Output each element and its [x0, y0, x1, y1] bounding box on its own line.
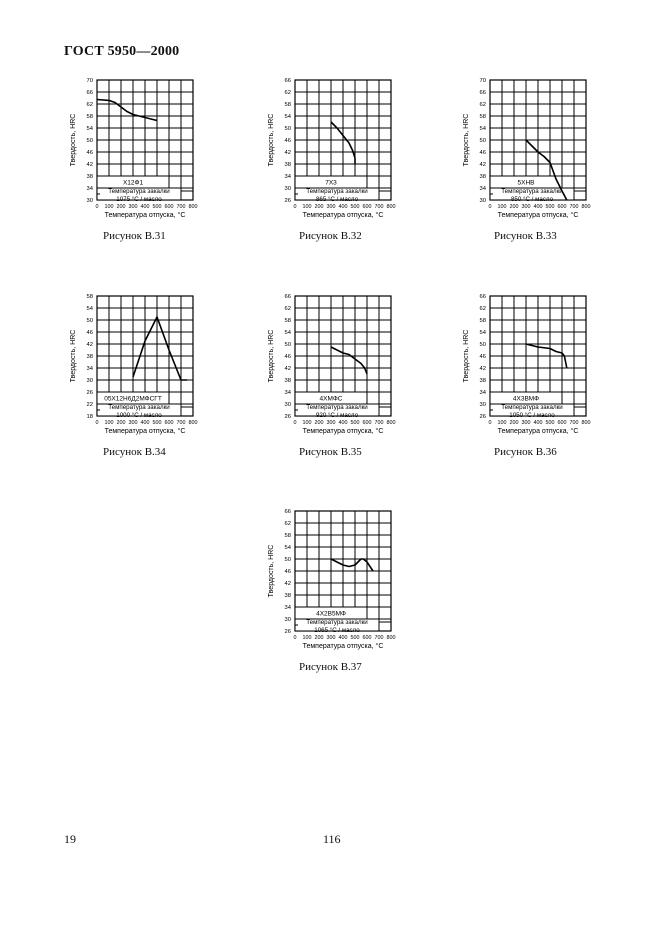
caption-b32: Рисунок В.32 — [299, 230, 362, 242]
caption-b36: Рисунок В.36 — [494, 446, 557, 458]
x-tick-label: 400 — [533, 204, 543, 210]
y-tick-label: 26 — [86, 390, 93, 396]
x-tick-label: 700 — [374, 420, 384, 426]
x-tick-label: 100 — [104, 420, 114, 426]
y-axis-label: Твердость, HRC — [268, 329, 275, 383]
y-tick-label: 58 — [284, 533, 291, 539]
y-tick-label: 34 — [284, 174, 291, 180]
x-tick-label: 200 — [314, 635, 324, 641]
x-tick-label: 600 — [362, 635, 372, 641]
x-tick-label: 200 — [116, 420, 126, 426]
y-tick-label: 50 — [284, 557, 291, 563]
x-tick-label: 300 — [326, 635, 336, 641]
figure-b31 — [62, 74, 202, 224]
y-tick-label: 42 — [86, 342, 93, 348]
figure-b34 — [62, 290, 202, 440]
page-number: 116 — [323, 832, 341, 846]
x-tick-label: 300 — [326, 204, 336, 210]
steel-grade-label: 4ХМФС — [319, 395, 343, 403]
x-axis-label: Температура отпуска, °С — [302, 428, 384, 435]
x-tick-label: 0 — [293, 204, 297, 210]
x-axis-label: Температура отпуска, °С — [497, 428, 579, 435]
y-tick-label: 46 — [284, 354, 291, 360]
y-tick-label: 30 — [86, 198, 93, 204]
hardness-curve — [97, 100, 157, 121]
y-tick-label: 42 — [86, 162, 93, 168]
quench-temperature-label: Температура закалки — [501, 404, 563, 411]
y-tick-label: 54 — [284, 114, 291, 120]
quench-medium-label: 1065 °С / масло — [314, 627, 360, 634]
y-tick-label: 26 — [284, 414, 291, 420]
x-tick-label: 300 — [521, 204, 531, 210]
y-tick-label: 58 — [479, 114, 486, 120]
y-tick-label: 34 — [284, 390, 291, 396]
x-tick-label: 700 — [374, 635, 384, 641]
x-tick-label: 800 — [386, 635, 396, 641]
y-tick-label: 46 — [284, 569, 291, 575]
steel-grade-label: 4Х3ВМФ — [512, 395, 540, 403]
x-tick-label: 500 — [152, 204, 162, 210]
x-tick-label: 100 — [497, 420, 507, 426]
y-tick-label: 58 — [86, 294, 93, 300]
x-tick-label: 700 — [176, 204, 186, 210]
y-tick-label: 34 — [86, 366, 93, 372]
y-tick-label: 50 — [86, 138, 93, 144]
y-tick-label: 70 — [479, 78, 486, 84]
x-tick-label: 600 — [164, 204, 174, 210]
y-tick-label: 62 — [479, 102, 486, 108]
steel-grade-label: 5ХНВ — [517, 179, 535, 187]
x-tick-label: 0 — [488, 420, 492, 426]
y-tick-label: 18 — [86, 414, 93, 420]
steel-grade-label: 7Х3 — [325, 179, 337, 187]
x-tick-label: 0 — [293, 420, 297, 426]
y-tick-label: 66 — [479, 294, 486, 300]
x-tick-label: 500 — [545, 420, 555, 426]
y-tick-label: 66 — [86, 90, 93, 96]
x-tick-label: 200 — [509, 420, 519, 426]
hardness-curve — [133, 317, 187, 380]
x-tick-label: 200 — [314, 204, 324, 210]
chart-svg — [260, 74, 400, 224]
chart-svg — [260, 290, 400, 440]
figure-b37 — [260, 505, 400, 655]
y-axis-label: Твердость, HRC — [70, 113, 77, 167]
y-tick-label: 30 — [86, 378, 93, 384]
y-tick-label: 66 — [284, 509, 291, 515]
x-tick-label: 0 — [95, 204, 99, 210]
y-tick-label: 46 — [86, 150, 93, 156]
y-tick-label: 54 — [86, 126, 93, 132]
x-tick-label: 700 — [569, 204, 579, 210]
y-tick-label: 54 — [479, 330, 486, 336]
x-tick-label: 100 — [302, 635, 312, 641]
y-tick-label: 38 — [86, 354, 93, 360]
figure-b35 — [260, 290, 400, 440]
x-tick-label: 100 — [497, 204, 507, 210]
quench-medium-label: 1000 °С / масло — [116, 412, 162, 419]
x-tick-label: 600 — [362, 420, 372, 426]
y-tick-label: 38 — [284, 378, 291, 384]
x-tick-label: 400 — [140, 204, 150, 210]
x-tick-label: 300 — [521, 420, 531, 426]
x-tick-label: 400 — [338, 420, 348, 426]
y-tick-label: 66 — [284, 294, 291, 300]
y-tick-label: 26 — [284, 629, 291, 635]
x-tick-label: 800 — [386, 204, 396, 210]
x-tick-label: 600 — [557, 204, 567, 210]
y-tick-label: 66 — [479, 90, 486, 96]
y-tick-label: 50 — [479, 342, 486, 348]
x-tick-label: 0 — [293, 635, 297, 641]
x-tick-label: 700 — [374, 204, 384, 210]
y-tick-label: 42 — [479, 162, 486, 168]
chart-svg — [455, 290, 595, 440]
x-axis-label: Температура отпуска, °С — [302, 643, 384, 650]
x-axis-label: Температура отпуска, °С — [302, 212, 384, 219]
y-axis-label: Твердость, HRC — [70, 329, 77, 383]
y-tick-label: 50 — [284, 126, 291, 132]
caption-b35: Рисунок В.35 — [299, 446, 362, 458]
y-tick-label: 50 — [86, 318, 93, 324]
x-tick-label: 300 — [326, 420, 336, 426]
chart-svg — [62, 290, 202, 440]
quench-medium-label: 850 °С / масло — [510, 196, 554, 203]
x-axis-label: Температура отпуска, °С — [104, 212, 186, 219]
y-tick-label: 30 — [284, 402, 291, 408]
y-tick-label: 54 — [86, 306, 93, 312]
y-tick-label: 62 — [479, 306, 486, 312]
y-tick-label: 42 — [479, 366, 486, 372]
x-tick-label: 500 — [350, 420, 360, 426]
y-axis-label: Твердость, HRC — [463, 113, 470, 167]
y-tick-label: 58 — [479, 318, 486, 324]
chart-svg — [260, 505, 400, 655]
x-tick-label: 700 — [176, 420, 186, 426]
y-tick-label: 70 — [86, 78, 93, 84]
y-tick-label: 22 — [86, 402, 93, 408]
x-tick-label: 0 — [95, 420, 99, 426]
y-tick-label: 30 — [284, 617, 291, 623]
y-tick-label: 50 — [479, 138, 486, 144]
x-tick-label: 200 — [314, 420, 324, 426]
quench-temperature-label: Температура закалки — [306, 404, 368, 411]
y-tick-label: 38 — [284, 593, 291, 599]
y-tick-label: 34 — [479, 390, 486, 396]
quench-temperature-label: Температура закалки — [306, 619, 368, 626]
x-tick-label: 400 — [533, 420, 543, 426]
x-tick-label: 200 — [509, 204, 519, 210]
figure-b33 — [455, 74, 595, 224]
caption-b37: Рисунок В.37 — [299, 661, 362, 673]
y-tick-label: 26 — [479, 414, 486, 420]
y-tick-label: 30 — [284, 186, 291, 192]
quench-temperature-label: Температура закалки — [306, 188, 368, 195]
x-tick-label: 500 — [350, 635, 360, 641]
y-tick-label: 54 — [479, 126, 486, 132]
y-tick-label: 62 — [284, 306, 291, 312]
x-tick-label: 400 — [338, 635, 348, 641]
chart-svg — [62, 74, 202, 224]
document-header: ГОСТ 5950—2000 — [64, 44, 180, 59]
y-tick-label: 42 — [284, 150, 291, 156]
x-tick-label: 100 — [302, 204, 312, 210]
y-tick-label: 46 — [479, 150, 486, 156]
x-axis-label: Температура отпуска, °С — [104, 428, 186, 435]
y-tick-label: 38 — [479, 378, 486, 384]
y-tick-label: 66 — [284, 78, 291, 84]
y-tick-label: 46 — [86, 330, 93, 336]
y-tick-label: 34 — [479, 186, 486, 192]
quench-medium-label: 920 °С / масло — [315, 412, 359, 419]
x-tick-label: 400 — [338, 204, 348, 210]
x-tick-label: 0 — [488, 204, 492, 210]
y-tick-label: 30 — [479, 198, 486, 204]
y-tick-label: 42 — [284, 366, 291, 372]
x-tick-label: 700 — [569, 420, 579, 426]
steel-grade-label: 4Х2В5МФ — [316, 610, 346, 618]
y-tick-label: 58 — [284, 318, 291, 324]
quench-temperature-label: Температура закалки — [108, 404, 170, 411]
x-tick-label: 300 — [128, 204, 138, 210]
quench-medium-label: 1050 °С / масло — [509, 412, 555, 419]
x-tick-label: 500 — [350, 204, 360, 210]
x-tick-label: 600 — [557, 420, 567, 426]
x-tick-label: 800 — [581, 204, 591, 210]
y-axis-label: Твердость, HRC — [268, 113, 275, 167]
y-tick-label: 62 — [284, 521, 291, 527]
chart-svg — [455, 74, 595, 224]
y-tick-label: 34 — [284, 605, 291, 611]
figure-b32 — [260, 74, 400, 224]
y-axis-label: Твердость, HRC — [268, 544, 275, 598]
x-tick-label: 800 — [386, 420, 396, 426]
footer-left-number: 19 — [64, 832, 76, 846]
y-tick-label: 34 — [86, 186, 93, 192]
steel-grade-label: 05Х12Н6Д2МФСГТ — [104, 395, 162, 403]
quench-temperature-label: Температура закалки — [501, 188, 563, 195]
y-tick-label: 26 — [284, 198, 291, 204]
y-tick-label: 42 — [284, 581, 291, 587]
x-tick-label: 800 — [581, 420, 591, 426]
x-tick-label: 100 — [302, 420, 312, 426]
y-tick-label: 50 — [284, 342, 291, 348]
x-tick-label: 800 — [188, 204, 198, 210]
x-tick-label: 500 — [545, 204, 555, 210]
x-axis-label: Температура отпуска, °С — [497, 212, 579, 219]
quench-temperature-label: Температура закалки — [108, 188, 170, 195]
x-tick-label: 400 — [140, 420, 150, 426]
x-tick-label: 600 — [362, 204, 372, 210]
y-axis-label: Твердость, HRC — [463, 329, 470, 383]
y-tick-label: 30 — [479, 402, 486, 408]
y-tick-label: 62 — [86, 102, 93, 108]
y-tick-label: 54 — [284, 330, 291, 336]
x-tick-label: 500 — [152, 420, 162, 426]
x-tick-label: 300 — [128, 420, 138, 426]
caption-b31: Рисунок В.31 — [103, 230, 166, 242]
y-tick-label: 38 — [479, 174, 486, 180]
hardness-curve — [331, 347, 367, 374]
y-tick-label: 46 — [284, 138, 291, 144]
y-tick-label: 38 — [284, 162, 291, 168]
y-tick-label: 58 — [86, 114, 93, 120]
y-tick-label: 38 — [86, 174, 93, 180]
y-tick-label: 58 — [284, 102, 291, 108]
caption-b33: Рисунок В.33 — [494, 230, 557, 242]
x-tick-label: 600 — [164, 420, 174, 426]
y-tick-label: 46 — [479, 354, 486, 360]
quench-medium-label: 865 °С / масло — [315, 196, 359, 203]
y-tick-label: 54 — [284, 545, 291, 551]
x-tick-label: 200 — [116, 204, 126, 210]
quench-medium-label: 1075 °С / масло — [116, 196, 162, 203]
caption-b34: Рисунок В.34 — [103, 446, 166, 458]
steel-grade-label: Х12Ф1 — [122, 179, 144, 187]
y-tick-label: 62 — [284, 90, 291, 96]
x-tick-label: 800 — [188, 420, 198, 426]
figure-b36 — [455, 290, 595, 440]
x-tick-label: 100 — [104, 204, 114, 210]
